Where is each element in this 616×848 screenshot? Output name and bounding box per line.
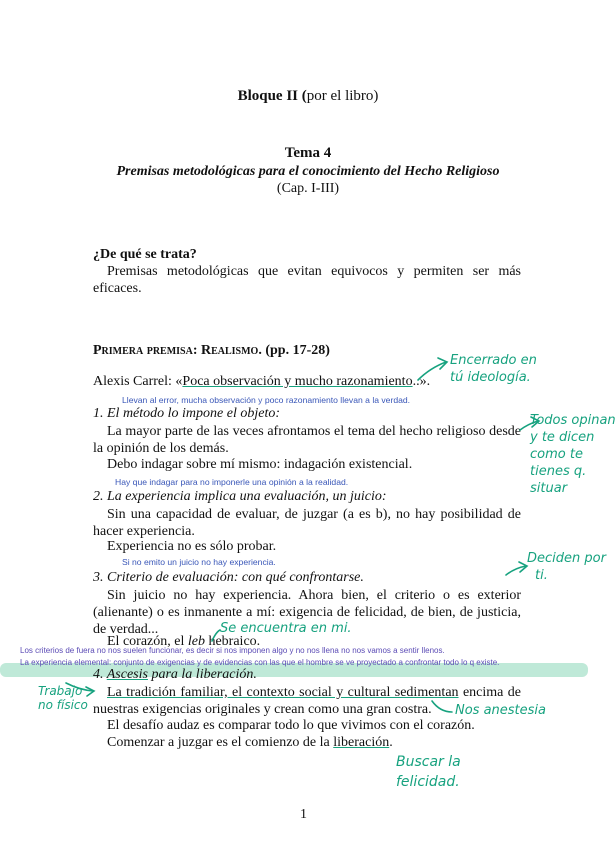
handnote-trabajo: Trabajo no físico [38,684,88,712]
handnote-anestesia: Nos anestesia [455,703,547,718]
intro-question: ¿De qué se trata? [93,247,197,262]
section-4-title: 4. Ascesis para la liberación. [93,667,257,682]
handnote-deciden: Deciden por ti. [527,551,606,583]
note-section-3a: Los criterios de fuera no nos suelen funcionar, es decir si nos imponen algo y no nos llena no nos vamos a sentir llenos. [20,646,445,655]
note-section-2: Si no emito un juicio no hay experiencia. [122,557,276,567]
carrel-quote: Poca observación y mucho razonamiento [182,374,413,389]
section-3-title: 3. Criterio de evaluación: con qué confrontarse. [93,570,364,585]
section-4-p2: El desafío audaz es comparar todo lo que vivimos con el corazón. [107,718,475,733]
section-4-p3: Comenzar a juzgar es el comienzo de la liberación. [107,735,393,750]
section-4-p1: La tradición familiar, el contexto social y cultural sedimentan encima de nuestras exigencias originales y crean como una gran costra. [93,685,522,717]
arrow-anestesia [432,701,452,712]
section-3-p2: El corazón, el leb hebraico. [107,634,261,649]
section-1-p2: Debo indagar sobre mí mismo: indagación existencial. [107,457,413,472]
arrow-se-encuentra [212,630,220,641]
tema-subtitle: Premisas metodológicas para el conocimiento del Hecho Religioso [116,164,500,179]
tema-title: Tema 4 [284,145,332,161]
section-2-p1: Sin una capacidad de evaluar, de juzgar (a es b), no hay posibilidad de hacer experiencia. [93,507,521,539]
note-section-1: Hay que indagar para no imponerle una opinión a la realidad. [115,477,349,487]
section-1-title: 1. El método lo impone el objeto: [93,406,281,421]
tema-chapters: (Cap. I-III) [276,181,340,196]
note-carrel: Llevan al error, mucha observación y poco razonamiento llevan a la verdad. [122,395,411,405]
arrow-deciden [506,566,526,575]
handnote-todos-opinan: Todos opinan y te dicen como te tienes q. situar [530,413,616,496]
section-2-p2: Experiencia no es sólo probar. [107,539,277,554]
intro-answer: Premisas metodológicas que evitan equivocos y permiten ser más eficaces. [93,264,521,296]
handnote-se-encuentra: Se encuentra en mi. [220,621,352,636]
handnote-encerrado: Encerrado en tú ideología. [450,353,537,385]
carrel-quote-line: Alexis Carrel: «Poca observación y mucho razonamiento..». [93,374,431,389]
page-number: 1 [300,807,307,822]
bloque-title: Bloque II (por el libro) [237,88,379,104]
arrow-encerrado [418,362,446,380]
section-2-title: 2. La experiencia implica una evaluación, un juicio: [93,489,387,504]
handnote-buscar: Buscar la felicidad. [396,754,461,790]
note-section-3b: La experiencia elemental: conjunto de exigencias y de evidencias con las que el hombre se ve proyectado a confrontar todo lo q existe. [20,658,500,667]
premisa-heading: Primera premisa: Realismo. (pp. 17-28) [93,343,330,358]
section-3-p1: Sin juicio no hay experiencia. Ahora bien, el criterio o es exterior (alienante) o es inmanente a mí: exigencia de felicidad, de bien, de justicia, de verdad... [93,588,521,637]
section-1-p1: La mayor parte de las veces afrontamos el tema del hecho religioso desde la opinión de los demás. [93,424,521,456]
